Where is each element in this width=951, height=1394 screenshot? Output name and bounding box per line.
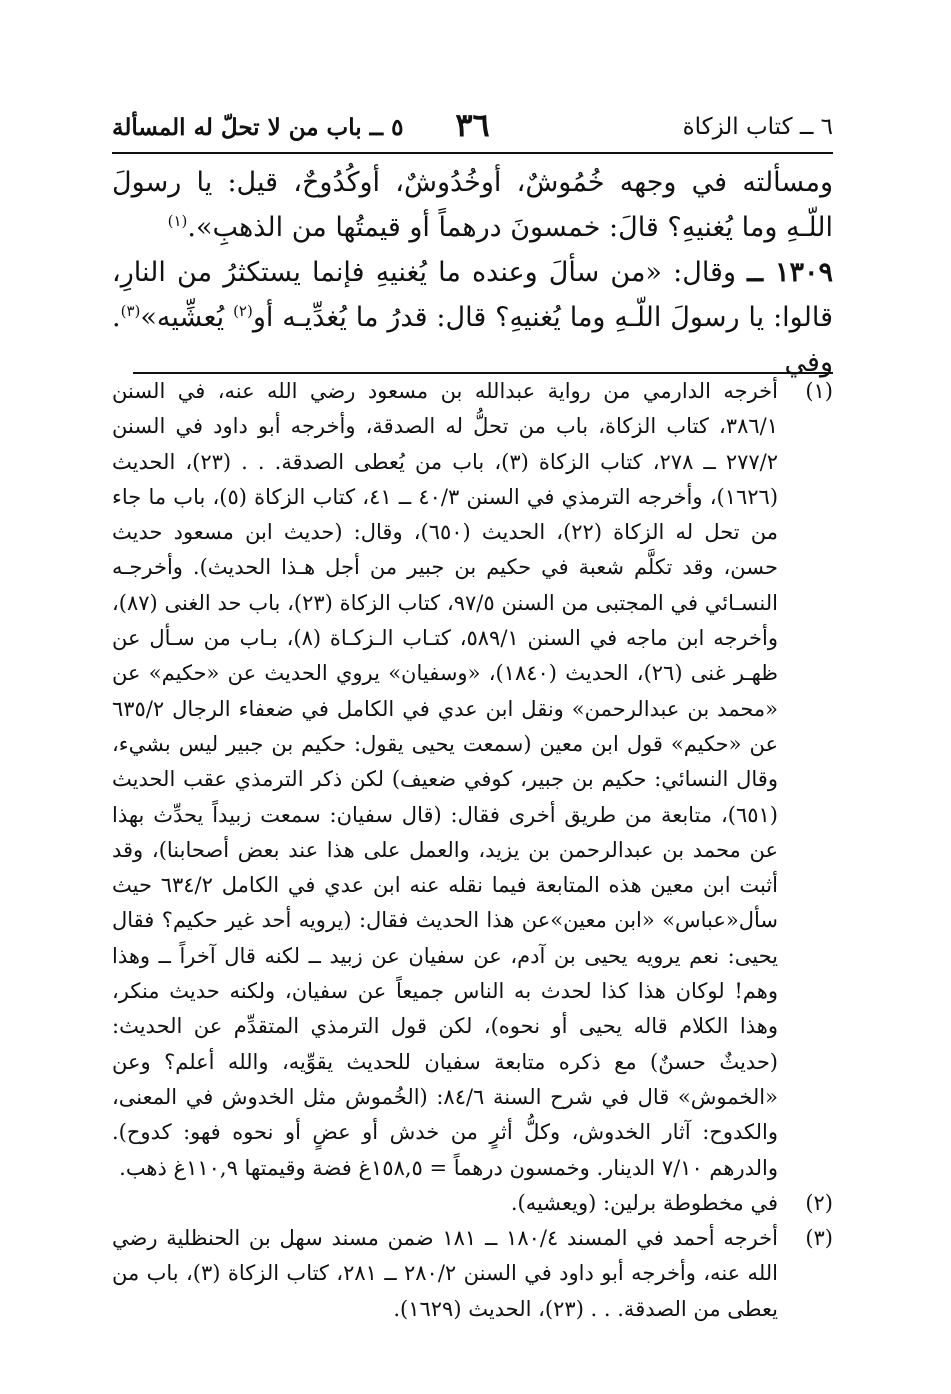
footnote-text: في مخطوطة برلين: (ويعشيه). [510, 1190, 778, 1215]
footnote-1 [112, 374, 833, 1186]
paragraph-2-text-a: وقال: «من سألَ وعنده ما يُغنيهِ فإنما يستكثرُ من النارِ، قالوا: يا رسولَ اللّـهِ وما يُغنيهِ؟ قال: قدرُ ما يُغدِّيـه أو [112, 257, 833, 333]
footnote-ref-1: (١) [167, 212, 188, 230]
footnote-3 [112, 1221, 833, 1327]
footnote-text: أخرجه أحمد في المسند ١٨٠/٤ ــ ١٨١ ضمن مسند سهل بن الحنظلية رضي الله عنه، وأخرجه أبو داود في السنن ٢٨٠/٢ ــ ٢٨١، كتاب الزكاة (٣)، باب من يعطى من الصدقة. . . (٢٣)، الحديث (١٦٢٩). [112, 1226, 779, 1321]
footnotes [112, 374, 833, 1327]
paragraph-1 [112, 160, 833, 250]
main-text [112, 160, 833, 385]
footnote-number: (٢) [805, 1190, 833, 1215]
footnote-2 [112, 1186, 833, 1221]
footnote-number: (٣) [805, 1226, 833, 1251]
paragraph-2 [112, 250, 833, 385]
footnote-ref-3: (٣) [120, 302, 141, 320]
footnote-ref-2: (٢) [233, 302, 253, 320]
page-number: ٣٦ [455, 106, 490, 144]
header-rule [112, 152, 833, 154]
chapter-title: ٦ ــ كتاب الزكاة [682, 114, 833, 140]
section-title: ٥ ــ باب من لا تحلّ له المسألة [112, 114, 404, 141]
paragraph-2-text-b: يُعشِّيه» [140, 302, 225, 333]
paragraph-1-text: ومسألته في وجهه خُمُوشٌ، أوخُدُوشٌ، أوكُدُوحٌ، قيل: يا رسولَ اللّـهِ وما يُغنيهِ؟ قالَ: خمسونَ درهماً أو قيمتُها من الذهبِ». [112, 167, 833, 243]
running-head [112, 104, 833, 148]
footnote-text: أخرجه الدارمي من رواية عبدالله بن مسعود رضي الله عنه، في السنن ٣٨٦/١، كتاب الزكاة، باب من تحلُّ له الصدقة، وأخرجه أبو داود في السنن ٢٧٧/٢ ــ ٢٧٨، كتاب الزكاة (٣)، باب من يُعطى الصدقة. . . (٢٣)، الحديث (١٦٢٦)، وأخرجه الترمذي في السنن ٤٠/٣ ــ ٤١، كتاب الزكاة (٥)، باب ما جاء من تحل له الزكاة (٢٢)، الحديث (٦٥٠)، وقال: (حديث ابن مسعود حديث حسن، وقد تكلَّم شعبة في حكيم بن جبير من أجل هـذا الحديث). وأخرجـه النسـائي في المجتبى من السنن ٩٧/٥، كتاب الزكاة (٢٣)، باب حد الغنى (٨٧)، وأخرجه ابن ماجه في السنن ٥٨٩/١، كتـاب الـزكـاة (٨)، بـاب من سـأل عن ظهـر غنى (٢٦)، الحديث (١٨٤٠)، «وسفيان» يروي الحديث عن «حكيم» عن «محمد بن عبدالرحمن» ونقل ابن عدي في الكامل في ضعفاء الرجال ٦٣٥/٢ عن «حكيم» قول ابن معين (سمعت يحيى يقول: حكيم بن جبير ليس بشيء، وقال النسائي: حكيم بن جبير، كوفي ضعيف) لكن ذكر الترمذي عقب الحديث (٦٥١)، متابعة من طريق أخرى فقال: (قال سفيان: سمعت زبيداً يحدِّث بهذا عن محمد بن عبدالرحمن بن يزيد، والعمل على هذا عند بعض أصحابنا)، وقد أثبت ابن معين هذه المتابعة فيما نقله عنه ابن عدي في الكامل ٦٣٤/٢ حيث سأل«عباس» «ابن معين»عن هذا الحديث فقال: (يرويه أحد غير حكيم؟ فقال يحيى: نعم يرويه يحيى بن آدم، عن سفيان عن زبيد ــ لكنه قال آخراً ــ وهذا وهم! لوكان هذا كذا لحدث به الناس جميعاً عن سفيان، ولكنه حديث منكر، وهذا الكلام قاله يحيى أو نحوه)، لكن قول الترمذي المتقدِّم عن الحديث: (حديثٌ حسنٌ) مع ذكره متابعة سفيان للحديث يقوِّيه، والله أعلم؟ وعن «الخموش» قال في شرح السنة ٨٤/٦: (الخُموش مثل الخدوش في المعنى، والكدوح: آثار الخدوش، وكلُّ أثرٍ من خدش أو عضٍ أو نحوه فهو: كدوح). والدرهم ٧/١٠ الدينار. وخمسون درهماً = ١٥٨,٥غ فضة وقيمتها ١١٠,٩غ ذهب. [112, 379, 779, 1180]
hadith-number: ١٣٠٩ ــ [747, 257, 833, 288]
paragraph-2-text-c: . وفي [112, 302, 833, 378]
footnote-number: (١) [805, 379, 833, 403]
